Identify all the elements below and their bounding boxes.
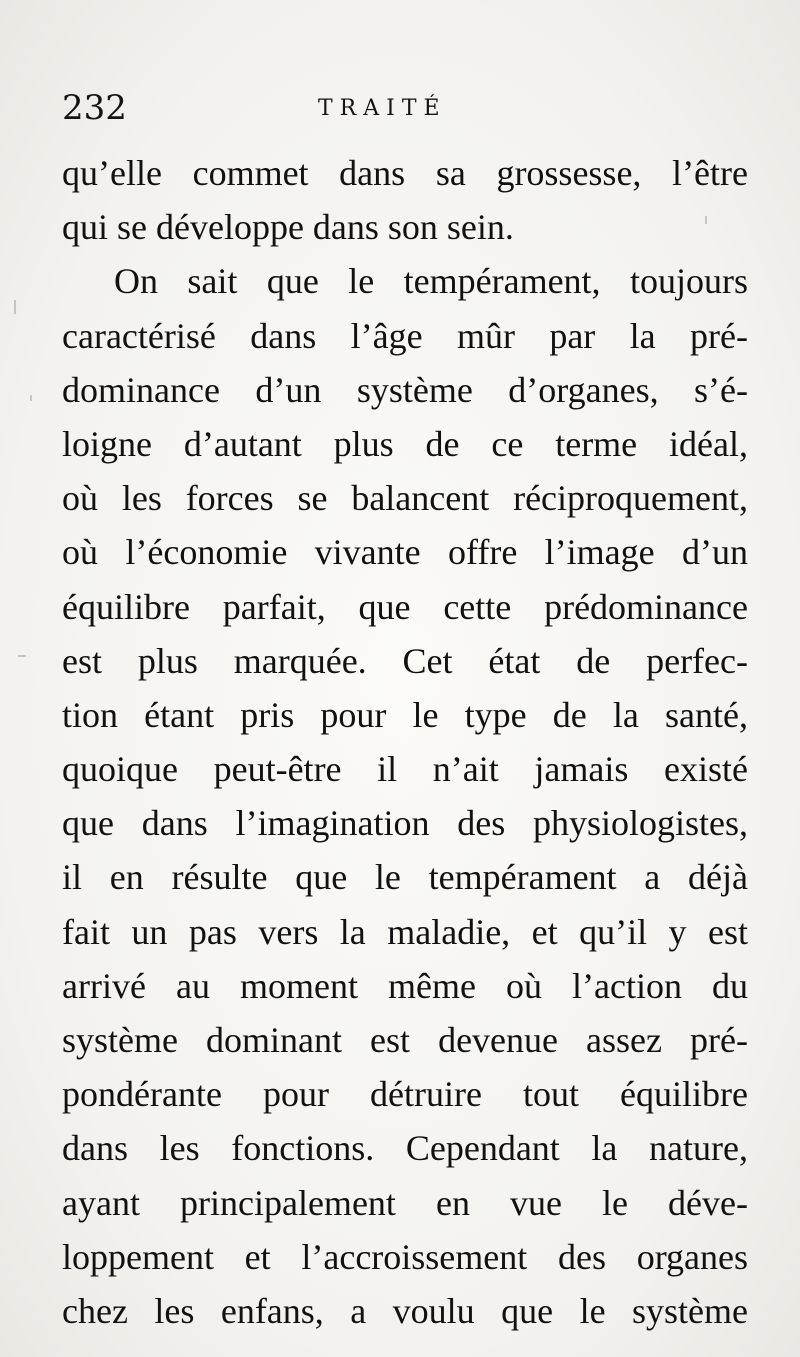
text-line: dans les fonctions. Cependant la nature, [62,1128,748,1169]
text-line: où les forces se balancent réciproquement, [62,478,748,519]
text-line: chez les enfans, a voulu que le système [62,1290,748,1331]
page-number: 232 [62,88,127,128]
text-line: fait un pas vers la maladie, et qu’il y est [62,911,748,952]
page-header [62,88,742,128]
body-text [62,146,748,1338]
text-line: il en résulte que le tempérament a déjà [62,857,748,898]
paragraph-start-line: On sait que le tempérament, toujours [114,261,748,302]
text-line: dominance d’un système d’organes, s’é- [62,369,748,410]
scan-speck [705,216,707,224]
text-line: tion étant pris pour le type de la santé, [62,694,748,735]
text-line: qui se développe dans son sein. [62,207,514,248]
text-line: système dominant est devenue assez pré- [62,1020,748,1060]
text-line: équilibre parfait, que cette prédominance [62,586,748,627]
text-line: qu’elle commet dans sa grossesse, l’être [62,153,748,193]
text-line: ayant principalement en vue le déve- [62,1182,748,1223]
text-line: caractérisé dans l’âge mûr par la pré- [62,315,748,356]
text-line: est plus marquée. Cet état de perfec- [62,640,748,681]
running-head: TRAITÉ [318,96,447,121]
text-line: arrivé au moment même où l’action du [62,965,748,1006]
scan-speck [14,300,16,314]
text-line: que dans l’imagination des physiologistes, [62,803,748,844]
scan-speck [30,395,32,401]
text-line: loigne d’autant plus de ce terme idéal, [62,423,748,464]
text-line: où l’économie vivante offre l’image d’un [62,532,748,573]
text-line: pondérante pour détruire tout équilibre [62,1074,748,1115]
text-line: loppement et l’accroissement des organes [62,1236,748,1277]
text-line: quoique peut-être il n’ait jamais existé [62,749,748,790]
scan-speck [18,655,26,657]
